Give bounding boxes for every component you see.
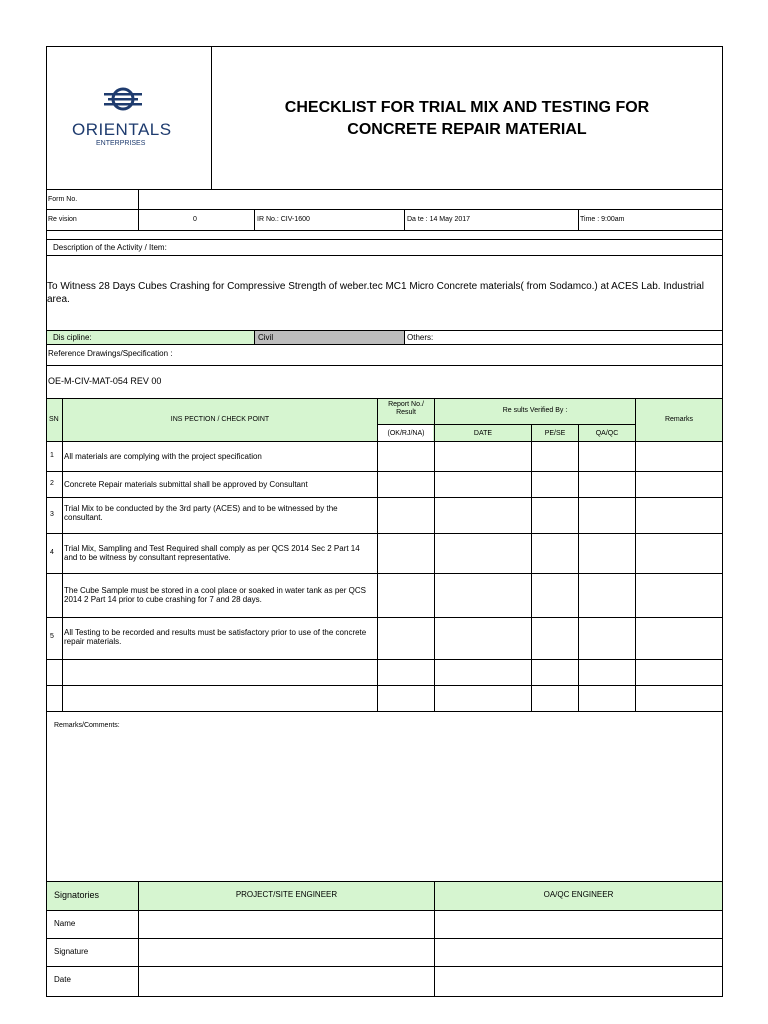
revision-label: Re vision [48,216,77,223]
table-row-sn: 4 [50,549,54,556]
table-header-report: Report No./ Result [388,401,424,416]
signatory-date-label: Date [54,975,71,984]
logo-name: ORIENTALS [72,120,172,139]
table-header-report-sub: (OK/RJ/NA) [387,430,425,437]
table-row-text: Trial Mix to be conducted by the 3rd party (ACES) and to be witnessed by the consultant. [64,504,338,522]
table-header-verified: Re sults Verified By : [502,407,568,414]
project-engineer-heading: PROJECT/SITE ENGINEER [235,890,338,899]
table-row-text: Concrete Repair materials submittal shall be approved by Consultant [64,480,308,489]
remarks-label: Remarks/Comments: [54,722,120,729]
table-header-qaqc: QA/QC [595,430,619,437]
table-row-sn: 3 [50,511,54,518]
form-date: Da te : 14 May 2017 [407,216,471,223]
form-no-label: Form No. [48,196,78,203]
reference-label: Reference Drawings/Specification : [48,349,173,358]
table-header-date: DATE [473,430,493,437]
orientals-logo-icon [100,84,146,114]
ir-number: IR No.: CIV-1600 [257,216,310,223]
table-row-sn: 5 [50,633,54,640]
form-time: Time : 9:00am [580,216,625,223]
table-header-remarks: Remarks [664,416,693,423]
table-row-sn: 1 [50,452,54,459]
signatory-signature-label: Signature [54,947,89,956]
page-title [212,97,722,141]
activity-description: To Witness 28 Days Cubes Crashing for Compressive Strength of weber.tec MC1 Micro Concrete materials( from Sodamco.) at ACES Lab. Industrial area. [47,281,704,305]
table-header-checkpoint: INS PECTION / CHECK POINT [170,416,270,423]
activity-label: Description of the Activity / Item: [53,243,167,252]
revision-value: 0 [193,216,197,223]
logo-subtitle: ENTERPRISES [96,140,146,147]
signatory-name-label: Name [54,919,76,928]
qa-engineer-heading: OA/QC ENGINEER [543,890,614,899]
table-row-sn: 2 [50,480,54,487]
discipline-label: Dis cipline: [53,333,92,342]
signatories-label: Signatories [54,890,100,900]
table-row-text: Trial Mix, Sampling and Test Required shall comply as per QCS 2014 Sec 2 Part 14 and to be witness by consultant representative. [64,544,360,562]
reference-value: OE-M-CIV-MAT-054 REV 00 [48,376,162,386]
table-header-pese: PE/SE [544,430,566,437]
table-row-text: The Cube Sample must be stored in a cool place or soaked in water tank as per QCS 2014 2 Part 14 prior to cube crashing for 7 and 28 days. [64,586,366,604]
table-row-text: All Testing to be recorded and results must be satisfactory prior to use of the concrete repair materials. [64,628,367,646]
table-row-text: All materials are complying with the project specification [64,452,262,461]
page-title-line-2: CONCRETE REPAIR MATERIAL [347,121,587,138]
page-title-line-1: CHECKLIST FOR TRIAL MIX AND TESTING FOR [284,99,650,116]
discipline-value: Civil [258,333,274,342]
others-label: Others: [407,333,434,342]
table-header-sn: SN [49,416,59,423]
